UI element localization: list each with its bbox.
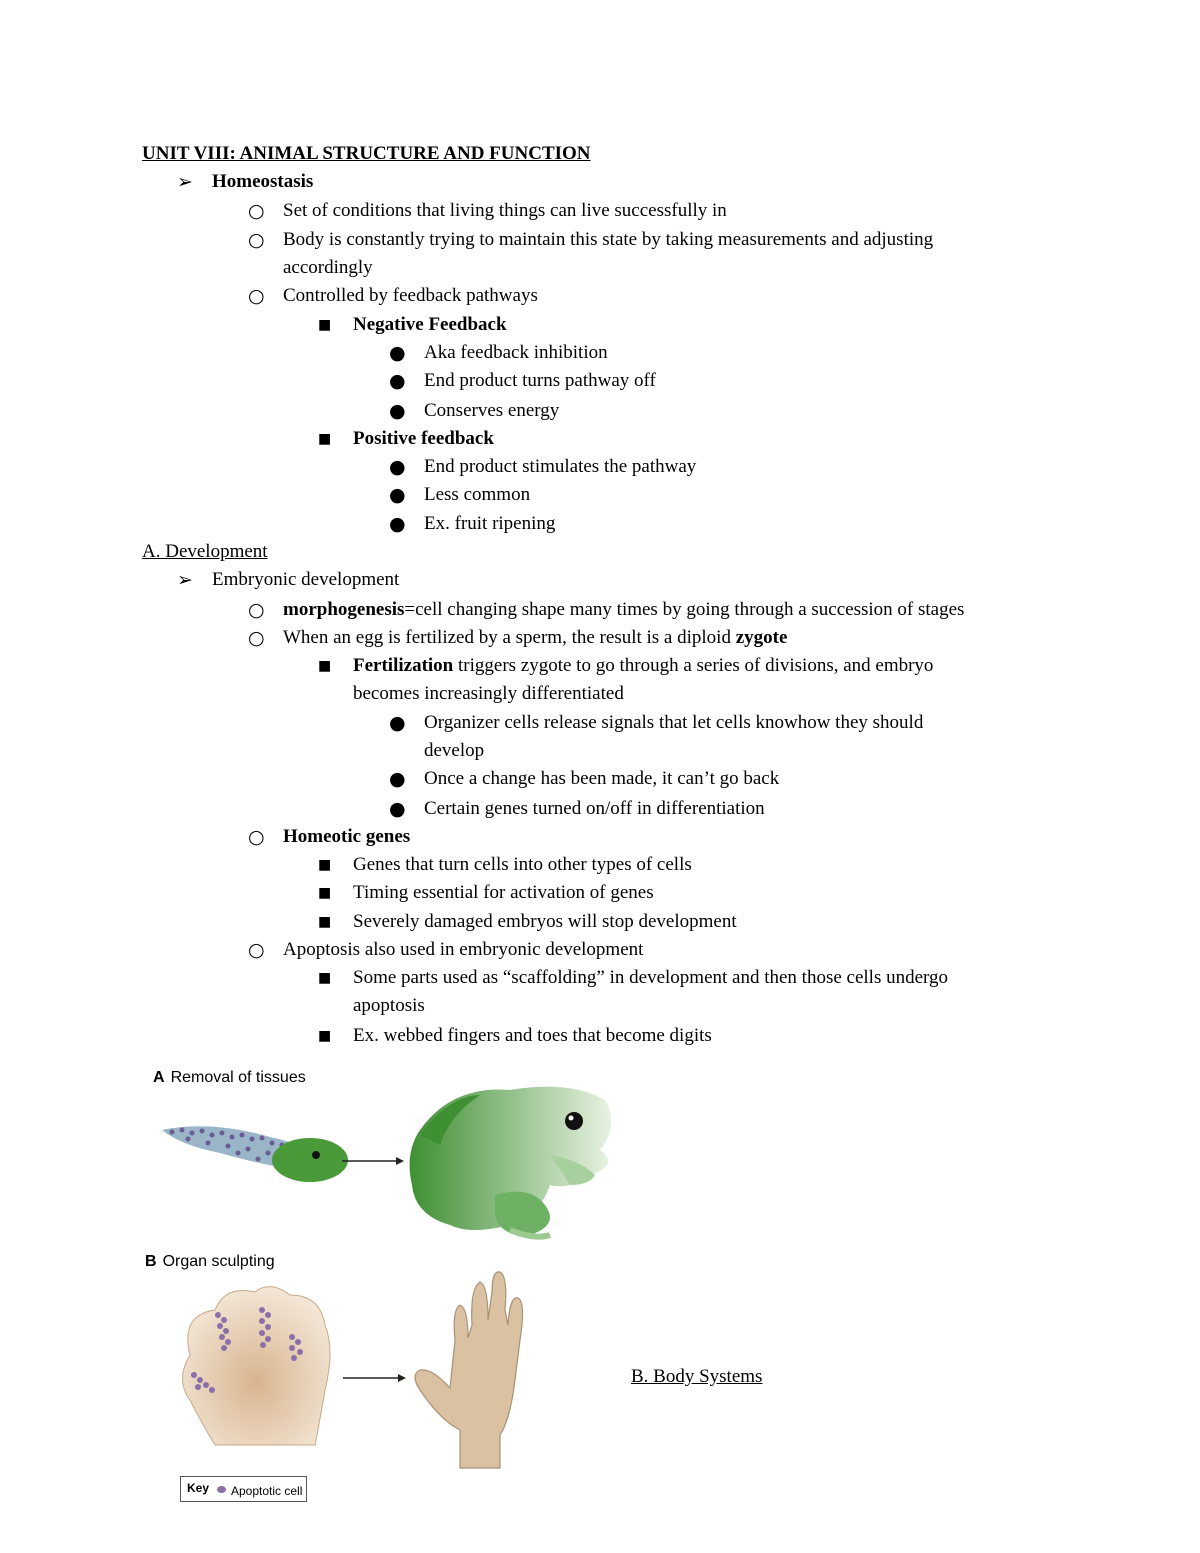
list-item: Aka feedback inhibition	[424, 342, 608, 363]
dot-bullet-icon: ●	[389, 798, 406, 820]
tadpole-to-frog-figure	[150, 1075, 710, 1245]
hand-icon	[415, 1272, 523, 1468]
circle-bullet-icon: ○	[248, 200, 265, 222]
list-item: Conserves energy	[424, 400, 560, 421]
list-item-text: triggers zygote to go through a series of divisions, and embryo	[453, 655, 934, 676]
square-bullet-icon: ■	[318, 431, 332, 447]
dot-bullet-icon: ●	[389, 484, 406, 506]
organ-sculpting-figure	[170, 1270, 600, 1470]
arrow-bullet-icon: ➢	[177, 569, 193, 591]
dot-bullet-icon: ●	[389, 370, 406, 392]
list-item: Embryonic development	[212, 569, 400, 590]
figure-b-letter: B	[145, 1253, 157, 1270]
list-item-continued: develop	[424, 740, 485, 761]
circle-bullet-icon: ○	[248, 627, 265, 649]
circle-bullet-icon: ○	[248, 229, 265, 251]
homeostasis-heading: Homeostasis	[212, 171, 314, 192]
key-item-label: Apoptotic cell	[231, 1484, 303, 1498]
list-item: Ex. webbed fingers and toes that become digits	[353, 1025, 712, 1046]
list-item	[283, 624, 787, 652]
definition-text: =cell changing shape many times by going through a succession of stages	[404, 599, 965, 620]
circle-bullet-icon: ○	[248, 599, 265, 621]
figure-key	[180, 1476, 307, 1502]
square-bullet-icon: ■	[318, 658, 332, 674]
circle-bullet-icon: ○	[248, 285, 265, 307]
list-item: Once a change has been made, it can’t go back	[424, 768, 780, 789]
arrow-bullet-icon: ➢	[177, 171, 193, 193]
list-item-continued: apoptosis	[353, 995, 425, 1016]
list-item: Set of conditions that living things can live successfully in	[283, 200, 727, 221]
circle-bullet-icon: ○	[248, 939, 265, 961]
square-bullet-icon: ■	[318, 885, 332, 901]
list-item-continued: becomes increasingly differentiated	[353, 683, 624, 704]
figure-a-letter: A	[153, 1069, 165, 1086]
figure-b-label	[145, 1252, 275, 1272]
list-item: Controlled by feedback pathways	[283, 285, 538, 306]
list-item: Genes that turn cells into other types of cells	[353, 854, 692, 875]
arrow-right-icon	[343, 1374, 406, 1382]
dot-bullet-icon: ●	[389, 768, 406, 790]
list-item: Organizer cells release signals that let cells knowhow they should	[424, 712, 924, 733]
square-bullet-icon: ■	[318, 970, 332, 986]
list-item	[283, 596, 964, 624]
body-systems-heading: B. Body Systems	[631, 1366, 763, 1387]
term-fertilization: Fertilization	[353, 655, 454, 676]
dot-bullet-icon: ●	[389, 513, 406, 535]
webbed-paw-icon	[183, 1287, 331, 1445]
list-item	[353, 652, 933, 680]
circle-bullet-icon: ○	[248, 826, 265, 848]
figure-b-caption: Organ sculpting	[162, 1253, 275, 1270]
key-label: Key	[187, 1481, 210, 1495]
negative-feedback-heading: Negative Feedback	[353, 314, 507, 335]
square-bullet-icon: ■	[318, 1028, 332, 1044]
square-bullet-icon: ■	[318, 317, 332, 333]
term-morphogenesis: morphogenesis	[283, 599, 405, 620]
tadpole-icon	[162, 1126, 348, 1182]
list-item: Severely damaged embryos will stop development	[353, 911, 737, 932]
development-heading: A. Development	[142, 541, 268, 562]
arrow-right-icon	[342, 1157, 404, 1165]
positive-feedback-heading: Positive feedback	[353, 428, 494, 449]
unit-title: UNIT VIII: ANIMAL STRUCTURE AND FUNCTION	[142, 143, 591, 164]
square-bullet-icon: ■	[318, 857, 332, 873]
figure-a-caption: Removal of tissues	[170, 1069, 306, 1086]
dot-bullet-icon: ●	[389, 712, 406, 734]
list-item: Less common	[424, 484, 531, 505]
list-item: End product stimulates the pathway	[424, 456, 697, 477]
dot-bullet-icon: ●	[389, 456, 406, 478]
list-item: Certain genes turned on/off in differentiation	[424, 798, 765, 819]
list-item: End product turns pathway off	[424, 370, 656, 391]
list-item: Apoptosis also used in embryonic development	[283, 939, 644, 960]
list-item-continued: accordingly	[283, 257, 373, 278]
dot-bullet-icon: ●	[389, 400, 406, 422]
list-item: Body is constantly trying to maintain this state by taking measurements and adjusting	[283, 229, 934, 250]
list-item: Timing essential for activation of genes	[353, 882, 654, 903]
square-bullet-icon: ■	[318, 914, 332, 930]
dot-bullet-icon: ●	[389, 342, 406, 364]
list-item: Ex. fruit ripening	[424, 513, 556, 534]
term-zygote: zygote	[735, 627, 788, 648]
apoptotic-cell-icon	[217, 1486, 226, 1493]
homeotic-genes-heading: Homeotic genes	[283, 826, 411, 847]
frog-icon	[410, 1087, 612, 1237]
list-item-text: When an egg is fertilized by a sperm, the result is a diploid	[283, 627, 736, 648]
list-item: Some parts used as “scaffolding” in development and then those cells undergo	[353, 967, 949, 988]
